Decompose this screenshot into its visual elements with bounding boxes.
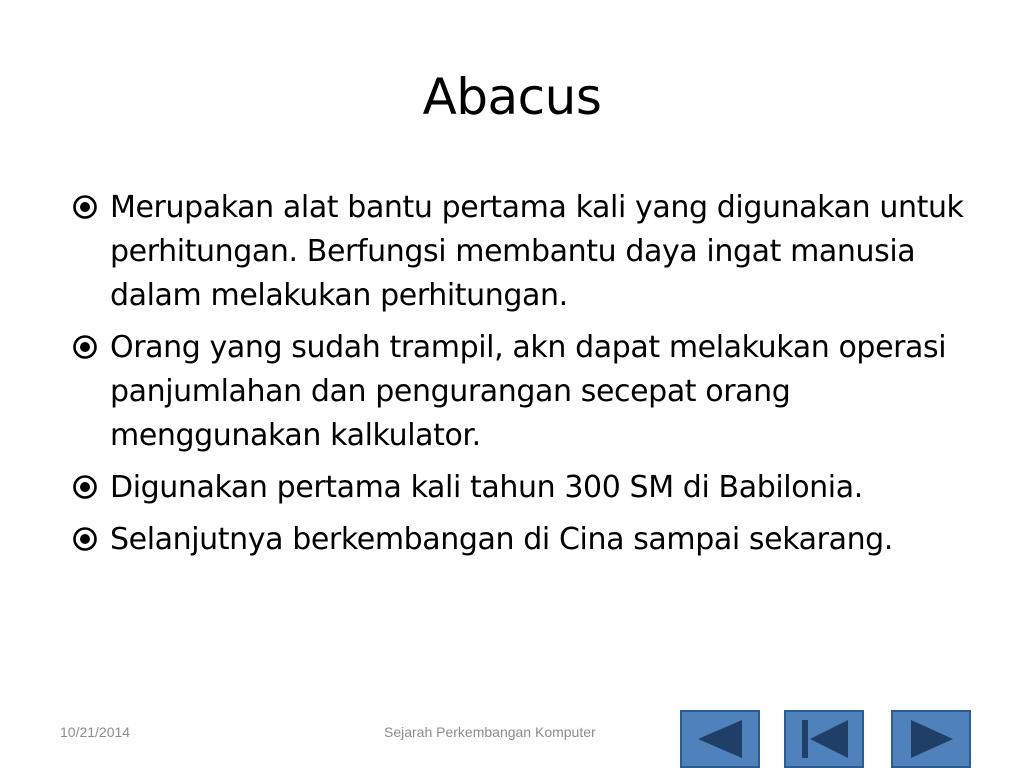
slide-title: Abacus xyxy=(422,68,602,126)
bullet-item xyxy=(72,518,972,562)
radio-bullet-icon xyxy=(72,474,98,500)
triangle-left-icon xyxy=(682,712,758,766)
bullet-text: Orang yang sudah trampil, akn dapat melakukan operasi panjumlahan dan pengurangan secepat orang menggunakan kalkulator. xyxy=(110,330,947,453)
first-slide-button[interactable] xyxy=(784,710,864,768)
bullet-item xyxy=(72,326,972,458)
bullet-item xyxy=(72,466,972,510)
skip-first-icon xyxy=(786,712,862,766)
bullet-text: Selanjutnya berkembangan di Cina sampai sekarang. xyxy=(110,522,893,557)
radio-bullet-icon xyxy=(72,334,98,360)
bullet-text: Digunakan pertama kali tahun 300 SM di Babilonia. xyxy=(110,470,863,505)
bullet-text: Merupakan alat bantu pertama kali yang digunakan untuk perhitungan. Berfungsi membantu daya ingat manusia dalam melakukan perhitungan. xyxy=(110,190,964,313)
bullet-item xyxy=(72,186,972,318)
radio-bullet-icon xyxy=(72,194,98,220)
triangle-right-icon xyxy=(893,712,969,766)
radio-bullet-icon xyxy=(72,526,98,552)
previous-slide-button[interactable] xyxy=(680,710,760,768)
bullet-list xyxy=(72,186,972,570)
footer-title: Sejarah Perkembangan Komputer xyxy=(384,724,596,740)
next-slide-button[interactable] xyxy=(891,710,971,768)
footer-date: 10/21/2014 xyxy=(60,724,131,740)
